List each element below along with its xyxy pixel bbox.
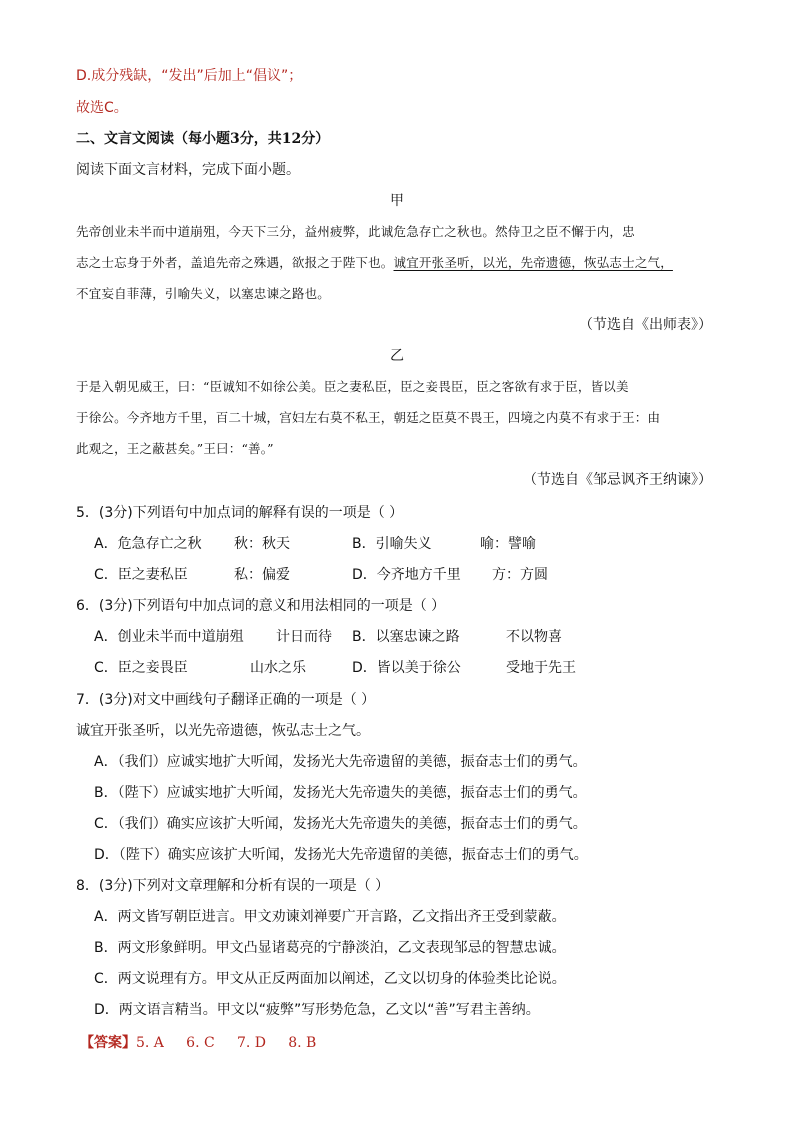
passage-a-line-2-plain: 志之士忘身于外者，盖追先帝之殊遇，欲报之于陛下也。 (76, 255, 394, 270)
q6-c-cmp: 山水之乐 (250, 660, 306, 676)
q5-stem: 5．(3分)下列语句中加点词的解释有误的一项是（ ） (76, 505, 404, 521)
passage-b-source: （节选自《邹忌讽齐王纳谏》） (523, 472, 712, 488)
section-title: 二、文言文阅读（每小题3分，共12分） (76, 131, 330, 147)
passage-b-line-3: 此观之，王之蔽甚矣。”王曰：“善。” (76, 441, 274, 456)
passage-b-heading: 乙 (390, 348, 404, 364)
q6-c-text: C．臣之妾畏臣 (94, 660, 188, 676)
answer-line (80, 1033, 316, 1053)
answer-label: 【答案】 (80, 1035, 136, 1051)
q6-d-cmp: 受地于先王 (506, 660, 576, 676)
prev-option-d: D.成分残缺，“发出”后加上“倡议”； (76, 68, 303, 84)
q5-b-text: B．引喻失义 (352, 536, 432, 552)
q7-option-d: D．（陛下）确实应该扩大听闻，发扬光大先帝遗留的美德，振奋志士们的勇气。 (94, 847, 588, 863)
passage-a-heading: 甲 (390, 193, 404, 209)
passage-a-line-2 (76, 253, 673, 273)
q5-option-c (94, 565, 548, 585)
q5-d-text: D．今齐地方千里 (352, 567, 461, 583)
underlined-sentence: 诚宜开张圣听，以光，先帝遗德，恢弘志士之气， (393, 255, 673, 270)
q5-a-text: A．危急存亡之秋 (94, 536, 202, 552)
q8-option-c: C．两文说理有方。甲文从正反两面加以阐述，乙文以切身的体验类比论说。 (94, 971, 566, 987)
passage-a-line-1: 先帝创业未半而中道崩殂，今天下三分，益州疲弊，此诚危急存亡之秋也。然侍卫之臣不懈于内，忠 (76, 224, 635, 239)
q5-c-def: 私：偏爱 (234, 567, 290, 583)
q6-a-text: A．创业未半而中道崩殂 (94, 629, 244, 645)
q8-option-b: B．两文形象鲜明。甲文凸显诸葛亮的宁静淡泊，乙文表现邹忌的智慧忠诚。 (94, 940, 566, 956)
q6-a-cmp: 计日而待 (276, 629, 332, 645)
q5-a-def: 秋：秋天 (234, 536, 290, 552)
passage-b-line-1: 于是入朝见威王，曰：“臣诚知不如徐公美。臣之妻私臣，臣之妾畏臣，臣之客欲有求于臣，皆以美 (76, 379, 629, 394)
q6-b-cmp: 不以物喜 (506, 629, 562, 645)
q6-d-text: D．皆以美于徐公 (352, 660, 461, 676)
answer-values: 5. A 6. C 7. D 8. B (136, 1035, 317, 1051)
q7-option-b: B．（陛下）应诚实地扩大听闻，发扬光大先帝遗失的美德，振奋志士们的勇气。 (94, 785, 587, 801)
q8-option-d: D．两文语言精当。甲文以“疲弊”写形势危急，乙文以“善”写君主善纳。 (94, 1002, 540, 1018)
q5-d-def: 方：方圆 (492, 567, 548, 583)
passage-b-line-2: 于徐公。今齐地方千里，百二十城，宫妇左右莫不私王，朝廷之臣莫不畏王，四境之内莫不有求于王：由 (76, 410, 661, 425)
section-instruction: 阅读下面文言材料，完成下面小题。 (76, 162, 300, 178)
q6-stem: 6．(3分)下列语句中加点词的意义和用法相同的一项是（ ） (76, 598, 446, 614)
q8-stem: 8．(3分)下列对文章理解和分析有误的一项是（ ） (76, 878, 390, 894)
q5-c-text: C．臣之妻私臣 (94, 567, 188, 583)
q8-option-a: A．两文皆写朝臣进言。甲文劝谏刘禅要广开言路，乙文指出齐王受到蒙蔽。 (94, 909, 566, 925)
passage-a-source: （节选自《出师表》） (579, 317, 712, 333)
prev-conclusion: 故选C。 (76, 100, 128, 116)
q5-b-def: 喻：譬喻 (480, 536, 536, 552)
q7-option-a: A．（我们）应诚实地扩大听闻，发扬光大先帝遗留的美德，振奋志士们的勇气。 (94, 754, 587, 770)
q7-option-c: C．（我们）确实应该扩大听闻，发扬光大先帝遗失的美德，振奋志士们的勇气。 (94, 816, 587, 832)
q7-sentence: 诚宜开张圣听，以光先帝遗德，恢弘志士之气。 (76, 723, 370, 739)
q5-option-a (94, 534, 536, 554)
q6-option-a (94, 627, 562, 647)
q7-stem: 7．(3分)对文中画线句子翻译正确的一项是（ ） (76, 692, 376, 708)
q6-option-c (94, 658, 576, 678)
q6-b-text: B．以塞忠谏之路 (352, 629, 460, 645)
passage-a-line-3: 不宜妄自菲薄，引喻失义，以塞忠谏之路也。 (76, 286, 331, 301)
